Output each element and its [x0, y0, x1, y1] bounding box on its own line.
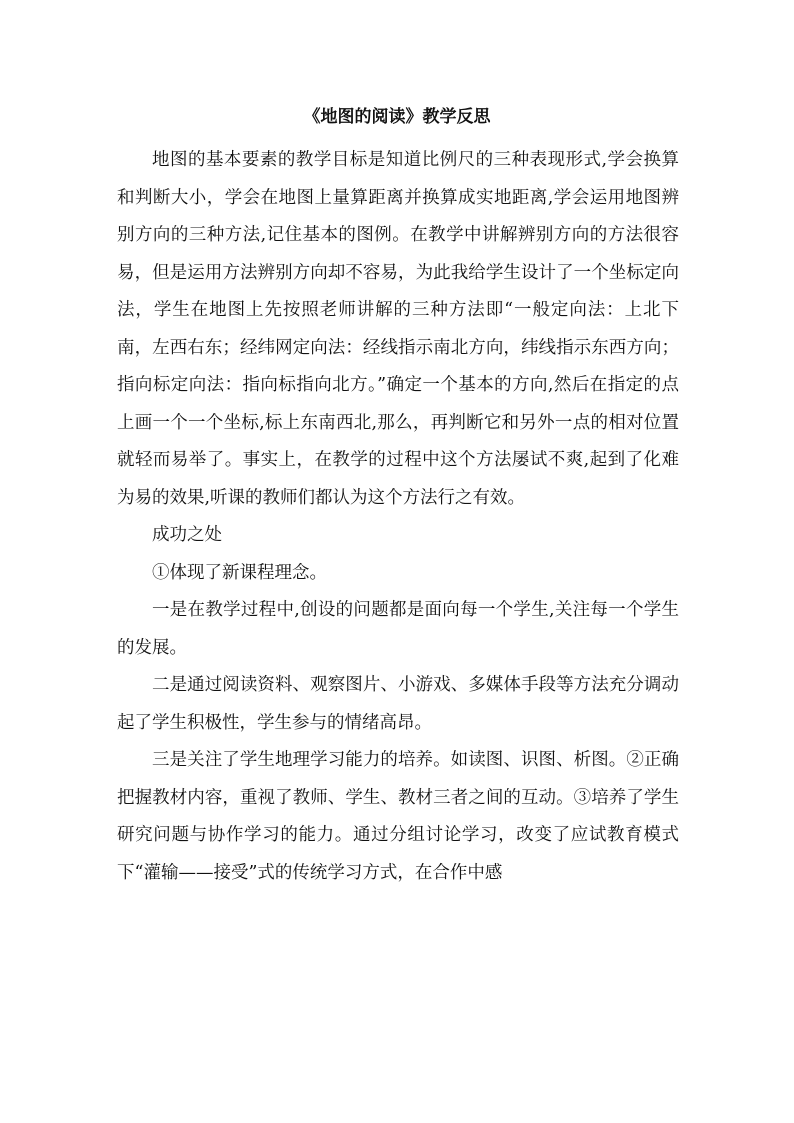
paragraph: ①体现了新课程理念。: [152, 562, 327, 583]
paragraph: 一是在教学过程中,创设的问题都是面向每一个学生,关注每一个学生的发展。: [117, 600, 679, 658]
document-title: 《地图的阅读》教学反思: [303, 107, 491, 127]
paragraph: 三是关注了学生地理学习能力的培养。如读图、识图、析图。②正确把握教材内容，重视了教师、学生、教材三者之间的互动。③培养了学生研究问题与协作学习的能力。通过分组讨论学习，改变了应试教育模式下“灌输——接受”式的传统学习方式，在合作中感: [117, 750, 679, 883]
paragraph: 地图的基本要素的教学目标是知道比例尺的三种表现形式,学会换算和判断大小，学会在地图上量算距离并换算成实地距离,学会运用地图辨别方向的三种方法,记住基本的图例。在教学中讲解辨别方向的方法很容易，但是运用方法辨别方向却不容易，为此我给学生设计了一个坐标定向法，学生在地图上先按照老师讲解的三种方法即“一般定向法：上北下南，左西右东；经纬网定向法：经线指示南北方向，纬线指示东西方向；指向标定向法：指向标指向北方。”确定一个基本的方向,然后在指定的点上画一个一个坐标,标上东南西北,那么，再判断它和另外一点的相对位置就轻而易举了。事实上，在教学的过程中这个方法屡试不爽,起到了化难为易的效果,听课的教师们都认为这个方法行之有效。: [117, 150, 679, 508]
document-body: [117, 142, 679, 892]
section-heading: 成功之处: [152, 525, 222, 545]
paragraph: 二是通过阅读资料、观察图片、小游戏、多媒体手段等方法充分调动起了学生积极性，学生参与的情绪高昂。: [117, 675, 679, 733]
